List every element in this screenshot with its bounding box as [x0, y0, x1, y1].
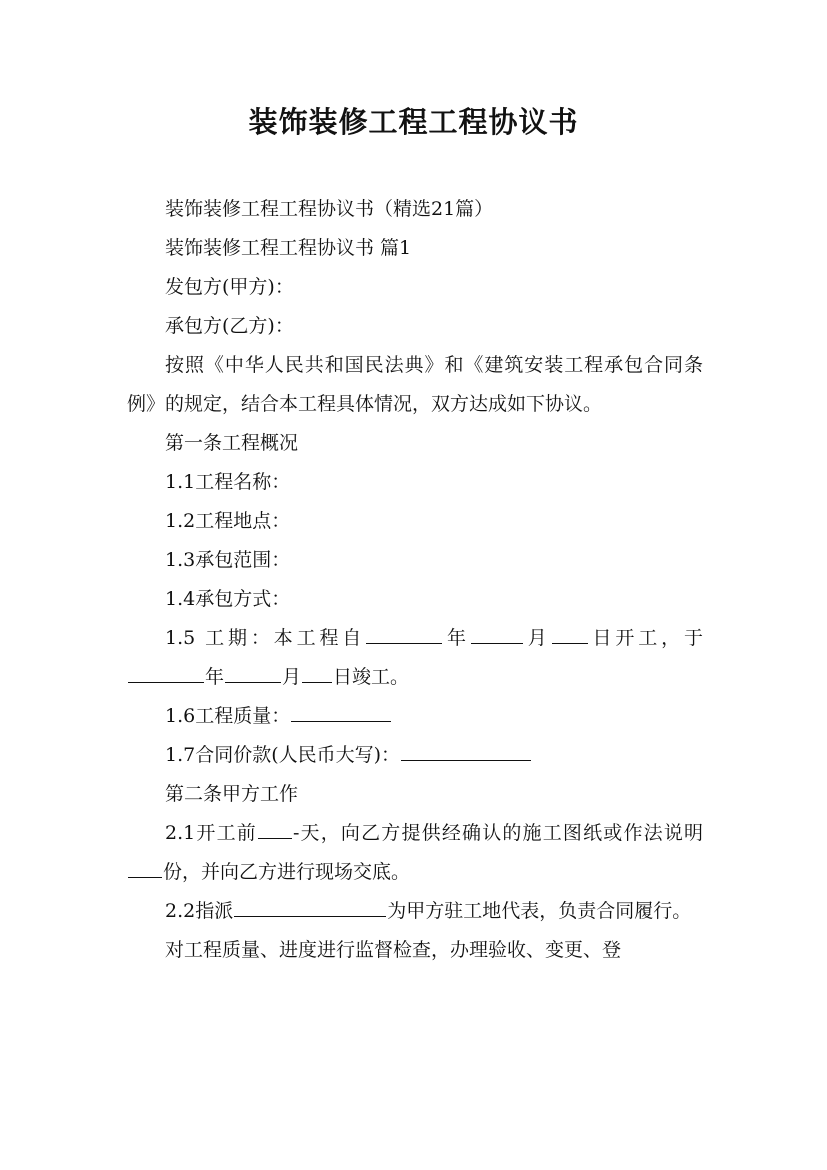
party-b-line: 承包方(乙方)： — [165, 315, 294, 337]
start-month-blank — [471, 623, 523, 644]
item-2-2-part-b: 为甲方驻工地代表，负责合同履行。 — [387, 900, 692, 922]
document-subtitle: 装饰装修工程工程协议书（精选21篇） — [165, 198, 494, 220]
item-1-5-part-b: 年 — [443, 627, 470, 649]
document-body — [127, 190, 703, 970]
end-day-blank — [302, 662, 332, 683]
item-1-5-part-g: 日竣工。 — [333, 666, 410, 688]
start-year-blank — [366, 623, 442, 644]
section-heading: 装饰装修工程工程协议书 篇1 — [165, 237, 412, 259]
item-1-7-label: 1.7合同价款(人民币大写)： — [165, 744, 401, 766]
item-2-1-part-a: 2.1开工前 — [165, 822, 257, 844]
copies-blank — [128, 857, 162, 878]
item-2-2 — [127, 892, 703, 931]
article-2-heading: 第二条甲方工作 — [165, 783, 299, 805]
item-1-1: 1.1工程名称： — [165, 471, 291, 493]
item-1-3: 1.3承包范围： — [165, 549, 291, 571]
price-blank — [401, 740, 531, 761]
item-1-5-part-e: 年 — [205, 666, 225, 688]
item-2-2-continuation: 对工程质量、进度进行监督检查，办理验收、变更、登 — [165, 939, 622, 961]
quality-blank — [291, 701, 391, 722]
end-year-blank — [128, 662, 204, 683]
days-blank — [258, 818, 292, 839]
intro-paragraph: 按照《中华人民共和国民法典》和《建筑安装工程承包合同条例》的规定，结合本工程具体情况，双方达成如下协议。 — [127, 354, 703, 415]
item-1-5-part-d: 日开工，于 — [588, 627, 703, 649]
item-1-5-part-a: 1.5 工期：本工程自 — [165, 627, 366, 649]
article-1-heading: 第一条工程概况 — [165, 432, 299, 454]
item-2-1-part-b: -天，向乙方提供经确认的施工图纸或作法说明 — [292, 822, 704, 844]
representative-blank — [234, 896, 386, 917]
item-1-2: 1.2工程地点： — [165, 510, 291, 532]
item-1-5 — [127, 619, 703, 697]
item-1-7 — [127, 736, 703, 775]
end-month-blank — [225, 662, 281, 683]
document-title: 装饰装修工程工程协议书 — [248, 105, 579, 139]
item-2-1 — [127, 814, 703, 892]
item-1-6 — [127, 697, 703, 736]
item-1-5-part-c: 月 — [523, 627, 551, 649]
item-1-5-part-f: 月 — [282, 666, 302, 688]
start-day-blank — [552, 623, 588, 644]
item-2-2-part-a: 2.2指派 — [165, 900, 234, 922]
party-a-line: 发包方(甲方)： — [165, 276, 294, 298]
item-1-4: 1.4承包方式： — [165, 588, 291, 610]
item-2-1-part-c: 份，并向乙方进行现场交底。 — [163, 861, 411, 883]
item-1-6-label: 1.6工程质量： — [165, 705, 291, 727]
